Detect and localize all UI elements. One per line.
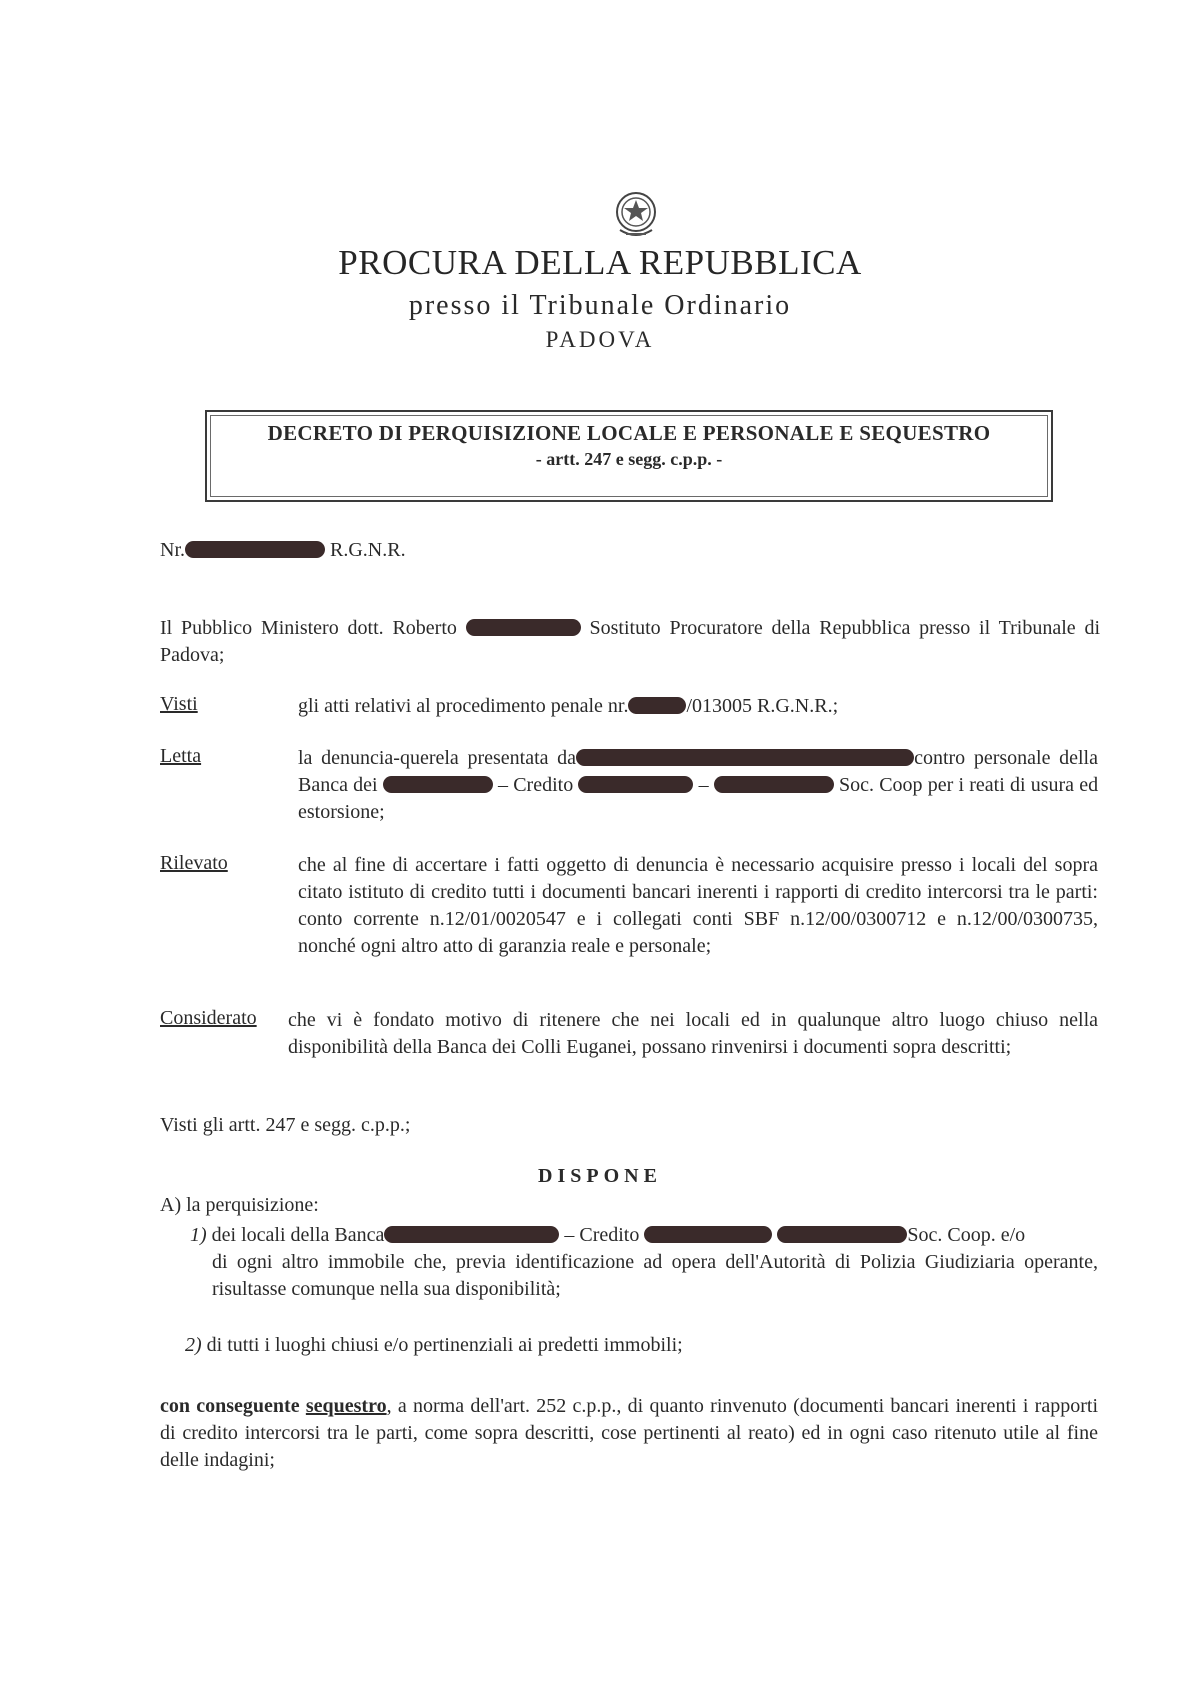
visti-label: Visti (160, 693, 198, 715)
visti-text (298, 693, 1098, 720)
decree-title: DECRETO DI PERQUISIZIONE LOCALE E PERSONALE E SEQUESTRO (267, 421, 991, 445)
rilevato-label: Rilevato (160, 852, 228, 874)
item1-number: 1) (190, 1224, 207, 1246)
dispone-a-label: A) la perquisizione: (160, 1194, 319, 1216)
redacted-block (644, 1226, 772, 1243)
final-text: , a norma dell'art. 252 c.p.p., di quanto rinvenuto (documenti bancari inerenti i rapporti di credito intercorsi tra le parti, come sopra descritti, cose pertinenti al reato) ed in ogni caso ritenuto utile al fine delle indagini; (160, 1395, 1098, 1471)
letta-part6: Soc. Coop per i (839, 774, 965, 796)
item2-number: 2) (185, 1334, 202, 1356)
dispone-item1-cont: di ogni altro immobile che, previa identificazione ad opera dell'Autorità di Polizia Giudiziaria operante, risultasse comunque nella sua disponibilità; (212, 1251, 1098, 1300)
letta-part5: – (698, 774, 709, 796)
dispone-item1 (190, 1222, 1098, 1249)
final-paragraph (160, 1393, 1098, 1474)
considerato-text: che vi è fondato motivo di ritenere che nei locali ed in qualunque altro luogo chiuso nella disponibilità della Banca dei Colli Euganei, possano rinvenirsi i documenti sopra descritti; (288, 1009, 1098, 1058)
dispone-item2 (185, 1332, 1085, 1359)
redacted-block (578, 776, 693, 793)
redacted-block (777, 1226, 907, 1243)
letta-part1: la denuncia-querela presentata da (298, 747, 577, 769)
dispone-heading: DISPONE (538, 1165, 662, 1187)
letta-text (298, 745, 1098, 826)
redacted-block (466, 619, 581, 636)
decree-articles: - artt. 247 e segg. c.p.p. - (535, 449, 723, 469)
considerato-label: Considerato (160, 1007, 257, 1029)
intro-part2: Sostituto Procuratore della Repubblica presso il Tribunale di Padova; (160, 617, 1101, 666)
office-subtitle: presso il Tribunale Ordinario (408, 290, 792, 321)
redacted-block (384, 1226, 559, 1243)
letta-part4: – Credito (498, 774, 574, 796)
visti-text-after: /013005 R.G.N.R.; (686, 695, 839, 717)
republic-emblem-icon (612, 186, 660, 246)
redacted-block (383, 776, 493, 793)
visti-text-before: gli atti relativi al procedimento penale nr. (298, 695, 629, 717)
intro-part1: Il Pubblico Ministero dott. Roberto (160, 617, 457, 639)
item1-part2: – Credito (564, 1224, 640, 1246)
rilevato-text: che al fine di accertare i fatti oggetto di denuncia è necessario acquisire presso i locali del sopra citato istituto di credito tutti i documenti bancari inerenti i rapporti di credito intercorsi tra le parti: conto corrente n.12/01/0020547 e i collegati conti SBF n.12/00/0300712 e n.12/00/0300735, nonché ogni altro atto di garanzia reale e personale; (298, 854, 1098, 957)
letta-part3: della Banca dei (298, 747, 1098, 796)
final-bold: con conseguente (160, 1395, 300, 1417)
office-city: PADOVA (545, 327, 655, 352)
redacted-block (714, 776, 834, 793)
redacted-block (576, 749, 914, 766)
letta-part2: contro personale (914, 747, 1051, 769)
visti-artt: Visti gli artt. 247 e segg. c.p.p.; (160, 1114, 411, 1136)
redacted-block (628, 697, 686, 714)
item2-text: di tutti i luoghi chiusi e/o pertinenziali ai predetti immobili; (206, 1334, 683, 1356)
case-number (160, 537, 406, 564)
letta-part7: reati di usura ed estorsione; (298, 774, 1099, 823)
item1-part3: Soc. Coop. e/o (907, 1224, 1026, 1246)
final-sequestro: sequestro (305, 1395, 387, 1417)
case-number-suffix: R.G.N.R. (330, 539, 406, 561)
case-number-prefix: Nr. (160, 539, 185, 561)
office-title: PROCURA DELLA REPUBBLICA (338, 243, 862, 282)
item1-part1: dei locali della Banca (211, 1224, 385, 1246)
redacted-block (185, 541, 325, 558)
intro-paragraph (160, 615, 1100, 669)
letta-label: Letta (160, 745, 202, 767)
